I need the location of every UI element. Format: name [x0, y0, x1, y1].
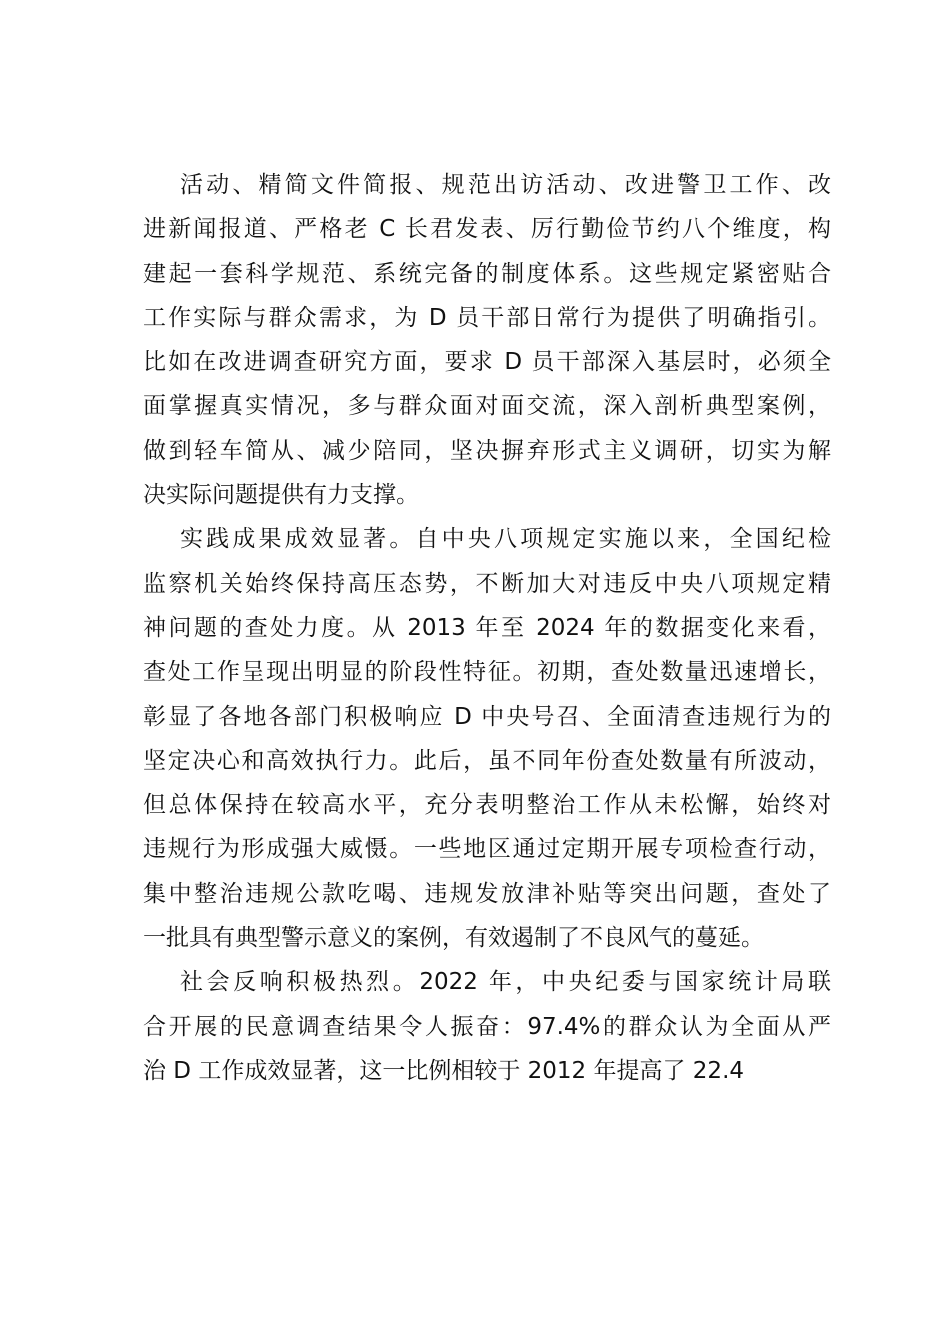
text-line: 但总体保持在较高水平，充分表明整治工作从未松懈，始终对 — [143, 792, 831, 819]
text-line: 工作实际与群众需求，为 D 员干部日常行为提供了明确指引。 — [143, 304, 831, 331]
text-line: 神问题的查处力度。从 2013 年至 2024 年的数据变化来看， — [143, 614, 831, 641]
text-line: 彰显了各地各部门积极响应 D 中央号召、全面清查违规行为的 — [143, 703, 831, 730]
text-line: 进新闻报道、严格老 C 长君发表、厉行勤俭节约八个维度，构 — [143, 216, 831, 243]
text-line: 集中整治违规公款吃喝、违规发放津补贴等突出问题，查处了 — [143, 880, 831, 907]
text-line: 比如在改进调查研究方面，要求 D 员干部深入基层时，必须全 — [143, 349, 831, 376]
text-line: 社会反响积极热烈。2022 年，中央纪委与国家统计局联 — [180, 969, 831, 996]
text-line: 做到轻车简从、减少陪同，坚决摒弃形式主义调研，切实为解 — [143, 437, 831, 464]
text-line: 监察机关始终保持高压态势，不断加大对违反中央八项规定精 — [143, 570, 831, 597]
text-line: 面掌握真实情况，多与群众面对面交流，深入剖析典型案例， — [143, 393, 831, 420]
paragraph-3 — [143, 960, 831, 1093]
text-line: 合开展的民意调查结果令人振奋：97.4%的群众认为全面从严 — [143, 1013, 831, 1040]
text-line: 决实际问题提供有力支撑。 — [143, 482, 419, 509]
text-line: 一批具有典型警示意义的案例，有效遏制了不良风气的蔓延。 — [143, 925, 764, 952]
document-page — [143, 163, 831, 1093]
text-line: 查处工作呈现出明显的阶段性特征。初期，查处数量迅速增长， — [143, 659, 831, 686]
paragraph-2 — [143, 517, 831, 960]
text-line: 实践成果成效显著。自中央八项规定实施以来，全国纪检 — [180, 526, 831, 553]
text-line: 违规行为形成强大威慑。一些地区通过定期开展专项检查行动， — [143, 836, 831, 863]
paragraph-1 — [143, 163, 831, 517]
text-line: 坚定决心和高效执行力。此后，虽不同年份查处数量有所波动， — [143, 747, 831, 774]
text-line: 活动、精简文件简报、规范出访活动、改进警卫工作、改 — [180, 172, 831, 198]
text-line: 治 D 工作成效显著，这一比例相较于 2012 年提高了 22.4 — [143, 1057, 745, 1084]
text-line: 建起一套科学规范、系统完备的制度体系。这些规定紧密贴合 — [143, 260, 831, 287]
